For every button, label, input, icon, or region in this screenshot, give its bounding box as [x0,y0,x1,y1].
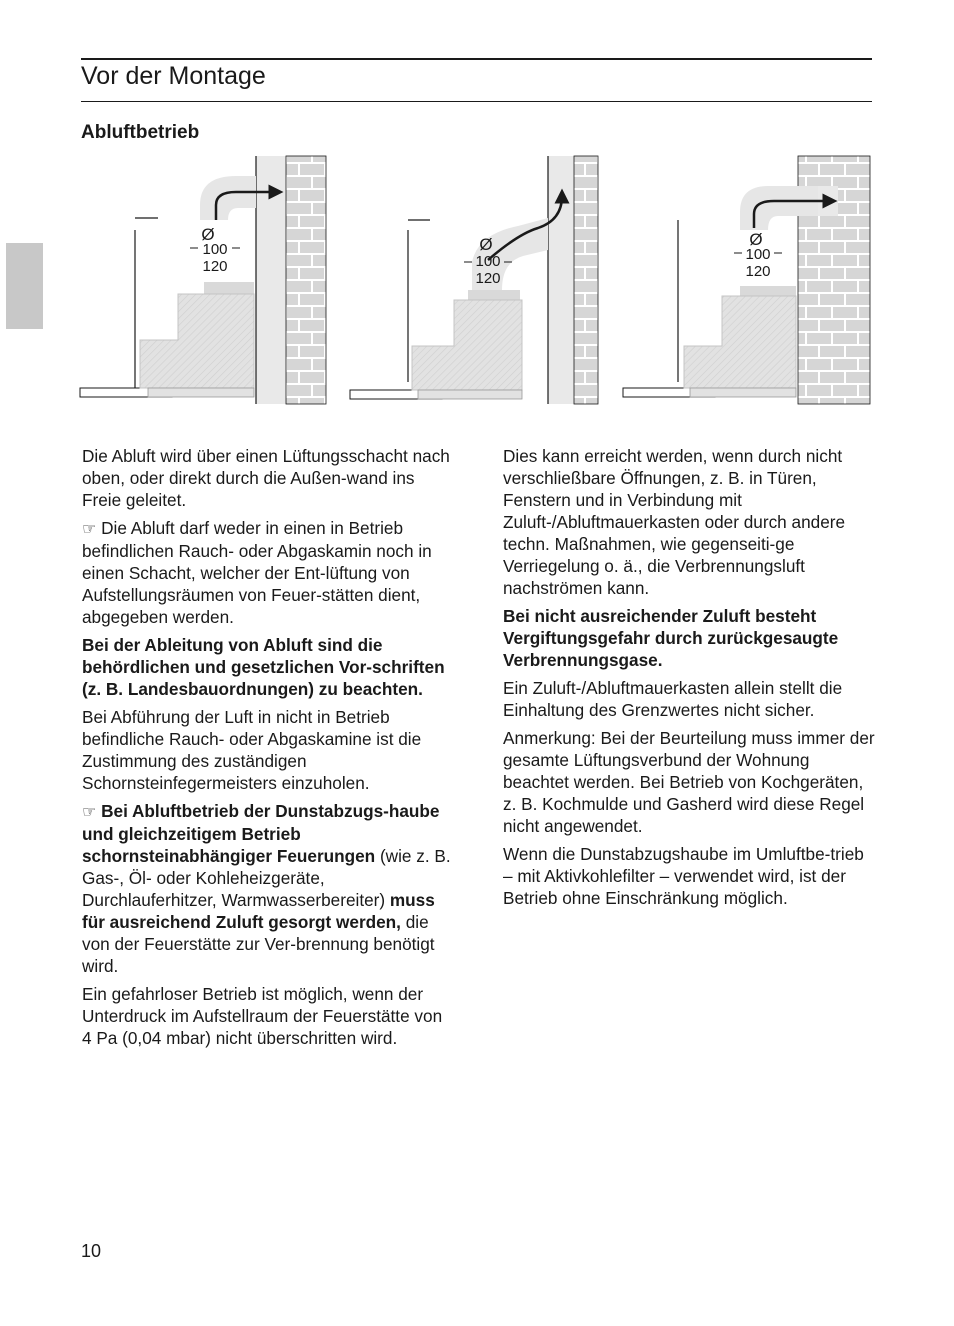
diameter-symbol-1: Ø [201,225,215,244]
figure-outer-wall [623,156,870,404]
pointing-hand-icon: ☞ [82,519,97,538]
paragraph: Ein Zuluft-/Abluftmauerkasten allein stellt die Einhaltung des Grenzwertes nicht sicher. [503,678,843,720]
header-rule-bottom [81,101,872,102]
paragraph-text-bold: Bei Abluftbetrieb der Dunstabzugs-haube und gleichzeitigem Betrieb schornsteinabhängiger Feuerungen [82,801,440,866]
paragraph: Bei Abführung der Luft in nicht in Betrieb befindliche Rauch- oder Abgaskamine ist die Zustimmung des zuständigen Schornsteinfegermeisters einzuholen. [82,707,422,793]
diameter-symbol-2: Ø [479,235,493,254]
dim-small-1: 100 [202,241,228,258]
paragraph: Wenn die Dunstabzugshaube im Umluftbe-trieb – mit Aktivkohlefilter – verwendet wird, ist der Betrieb ohne Einschränkung möglich. [503,844,864,908]
paragraph: Dies kann erreicht werden, wenn durch nicht verschließbare Öffnungen, z. B. in Türen, Fenstern und in Verbindung mit Zuluft-/Abluftmauerkasten oder durch andere techn. Maßnahmen, wie gegenseiti-ge Verriegelung o. ä., die Verbrennungsluft nachströmen kann. [503,446,846,598]
pointing-hand-icon: ☞ [82,802,97,821]
dim-large-2: 120 [475,270,501,287]
figure-chimney-side-entry [80,156,326,404]
paragraph-bold: Bei nicht ausreichender Zuluft besteht Vergiftungsgefahr durch zurückgesaugte Verbrennungsgase. [503,606,839,670]
paragraph-bold: Bei der Ableitung von Abluft sind die behördlichen und gesetzlichen Vor-schriften (z. B. Landesbauordnungen) zu beachten. [82,635,445,699]
page-title: Vor der Montage [81,62,266,90]
paragraph-note [82,800,454,977]
paragraph-text: die von der Feuerstätte zur Ver-brennung benötigt wird. [82,912,435,976]
paragraph-text: (wie z. B. Gas-, Öl- oder Kohleheizgeräte, Durchlauferhitzer, Warmwasserbereiter) [82,846,451,910]
paragraph-text-bold: muss für ausreichend Zuluft gesorgt werden, [82,890,435,932]
right-text-column [503,445,875,915]
section-heading: Abluftbetrieb [81,122,200,143]
page-number: 10 [81,1241,102,1261]
installation-figures [78,150,873,408]
dim-small-3: 100 [745,246,771,263]
dim-small-2: 100 [475,253,501,270]
diameter-symbol-3: Ø [749,230,763,249]
paragraph: Ein gefahrloser Betrieb ist möglich, wenn der Unterdruck im Aufstellraum der Feuerstätte von 4 Pa (0,04 mbar) nicht überschritten wird. [82,984,443,1048]
side-tab-marker [6,243,43,329]
paragraph: Anmerkung: Bei der Beurteilung muss immer der gesamte Lüftungsverbund der Wohnung beachtet werden. Bei Betrieb von Kochgeräten, z. B. Kochmulde und Gasherd wird diese Regel nicht angewendet. [503,728,875,836]
paragraph: Die Abluft wird über einen Lüftungsschacht nach oben, oder direkt durch die Außen-wand ins Freie geleitet. [82,446,450,510]
paragraph-note [82,517,454,628]
dim-large-1: 120 [202,258,228,275]
left-text-column [82,445,454,1055]
paragraph-text: Die Abluft darf weder in einen in Betrieb befindlichen Rauch- oder Abgaskamin noch in einen Schacht, welcher der Ent-lüftung von Aufstellungsräumen von Feuer-stätten dient, abgegeben werden. [82,518,432,627]
figure-shaft-upward [350,156,598,404]
dim-large-3: 120 [745,263,771,280]
header-rule-top [81,58,872,60]
